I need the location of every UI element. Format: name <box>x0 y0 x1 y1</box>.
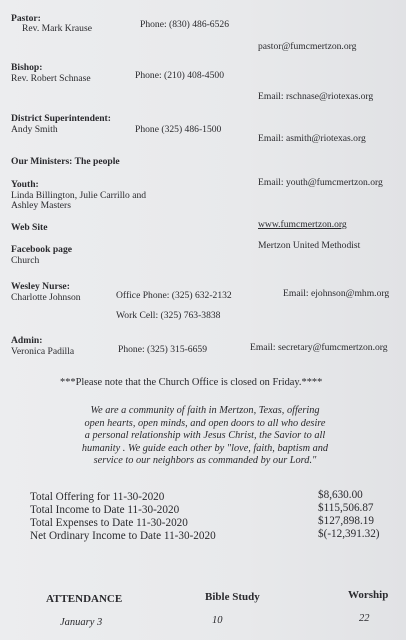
finance-label: Total Expenses to Date 11-30-2020 <box>30 517 188 529</box>
attendance-heading: ATTENDANCE <box>46 593 123 605</box>
nurse-work-cell: Work Cell: (325) 763-3838 <box>116 310 221 321</box>
pastor-email: pastor@fumcmertzon.org <box>258 41 357 52</box>
nurse-office-phone: Office Phone: (325) 632-2132 <box>116 290 232 301</box>
pastor-phone: Phone: (830) 486-6526 <box>140 19 229 30</box>
facebook-name: Church <box>11 255 40 266</box>
finance-label: Net Ordinary Income to Date 11-30-2020 <box>30 530 216 542</box>
finance-label: Total Offering for 11-30-2020 <box>30 491 165 503</box>
attendance-bible-study-count: 10 <box>212 615 223 626</box>
bishop-name: Rev. Robert Schnase <box>11 73 91 84</box>
admin-heading: Admin: <box>11 335 43 346</box>
ministers-heading: Our Ministers: The people <box>11 156 120 167</box>
website-heading: Web Site <box>11 222 48 233</box>
attendance-date: January 3 <box>60 617 103 628</box>
finance-value: $127,898.19 <box>318 515 374 527</box>
nurse-email: Email: ejohnson@mhm.org <box>283 288 390 299</box>
attendance-worship-count: 22 <box>359 613 370 624</box>
pastor-name: Rev. Mark Krause <box>22 23 92 34</box>
mission-statement: We are a community of faith in Mertzon, Texas, offering open hearts, open minds, and open doors to all who desire a personal relationship with Jesus Christ, the Savior to all humanity . We guide each other by "love, faith, baptism and service to our neighbors as commanded by our Lord." <box>81 405 329 466</box>
admin-name: Veronica Padilla <box>11 346 75 357</box>
bishop-phone: Phone: (210) 408-4500 <box>135 70 224 81</box>
website-url[interactable]: www.fumcmertzon.org <box>258 219 347 230</box>
nurse-heading: Wesley Nurse: <box>11 281 70 292</box>
finance-value: $115,506.87 <box>318 502 374 514</box>
finance-value: $8,630.00 <box>318 489 363 501</box>
pastor-heading: Pastor: <box>11 13 41 24</box>
district-name: Andy Smith <box>11 124 58 135</box>
youth-email: Email: youth@fumcmertzon.org <box>258 177 383 188</box>
finance-value: $(-12,391.32) <box>318 528 380 540</box>
facebook-page: Mertzon United Methodist <box>258 240 361 251</box>
bishop-email: Email: rschnase@riotexas.org <box>258 91 374 102</box>
admin-email: Email: secretary@fumcmertzon.org <box>250 342 388 353</box>
bishop-heading: Bishop: <box>11 62 43 73</box>
nurse-name: Charlotte Johnson <box>11 292 81 303</box>
attendance-worship-header: Worship <box>348 589 389 601</box>
district-heading: District Superintendent: <box>11 113 111 124</box>
admin-phone: Phone: (325) 315-6659 <box>118 344 207 355</box>
district-phone: Phone (325) 486-1500 <box>135 124 222 135</box>
youth-names-line1: Linda Billington, Julie Carrillo and <box>11 190 147 201</box>
facebook-heading: Facebook page <box>11 244 73 255</box>
youth-names-line2: Ashley Masters <box>11 200 71 211</box>
finance-label: Total Income to Date 11-30-2020 <box>30 504 180 516</box>
district-email: Email: asmith@riotexas.org <box>258 133 366 144</box>
youth-heading: Youth: <box>11 179 39 190</box>
office-closed-notice: ***Please note that the Church Office is closed on Friday.**** <box>60 377 323 388</box>
attendance-bible-study-header: Bible Study <box>205 591 260 603</box>
